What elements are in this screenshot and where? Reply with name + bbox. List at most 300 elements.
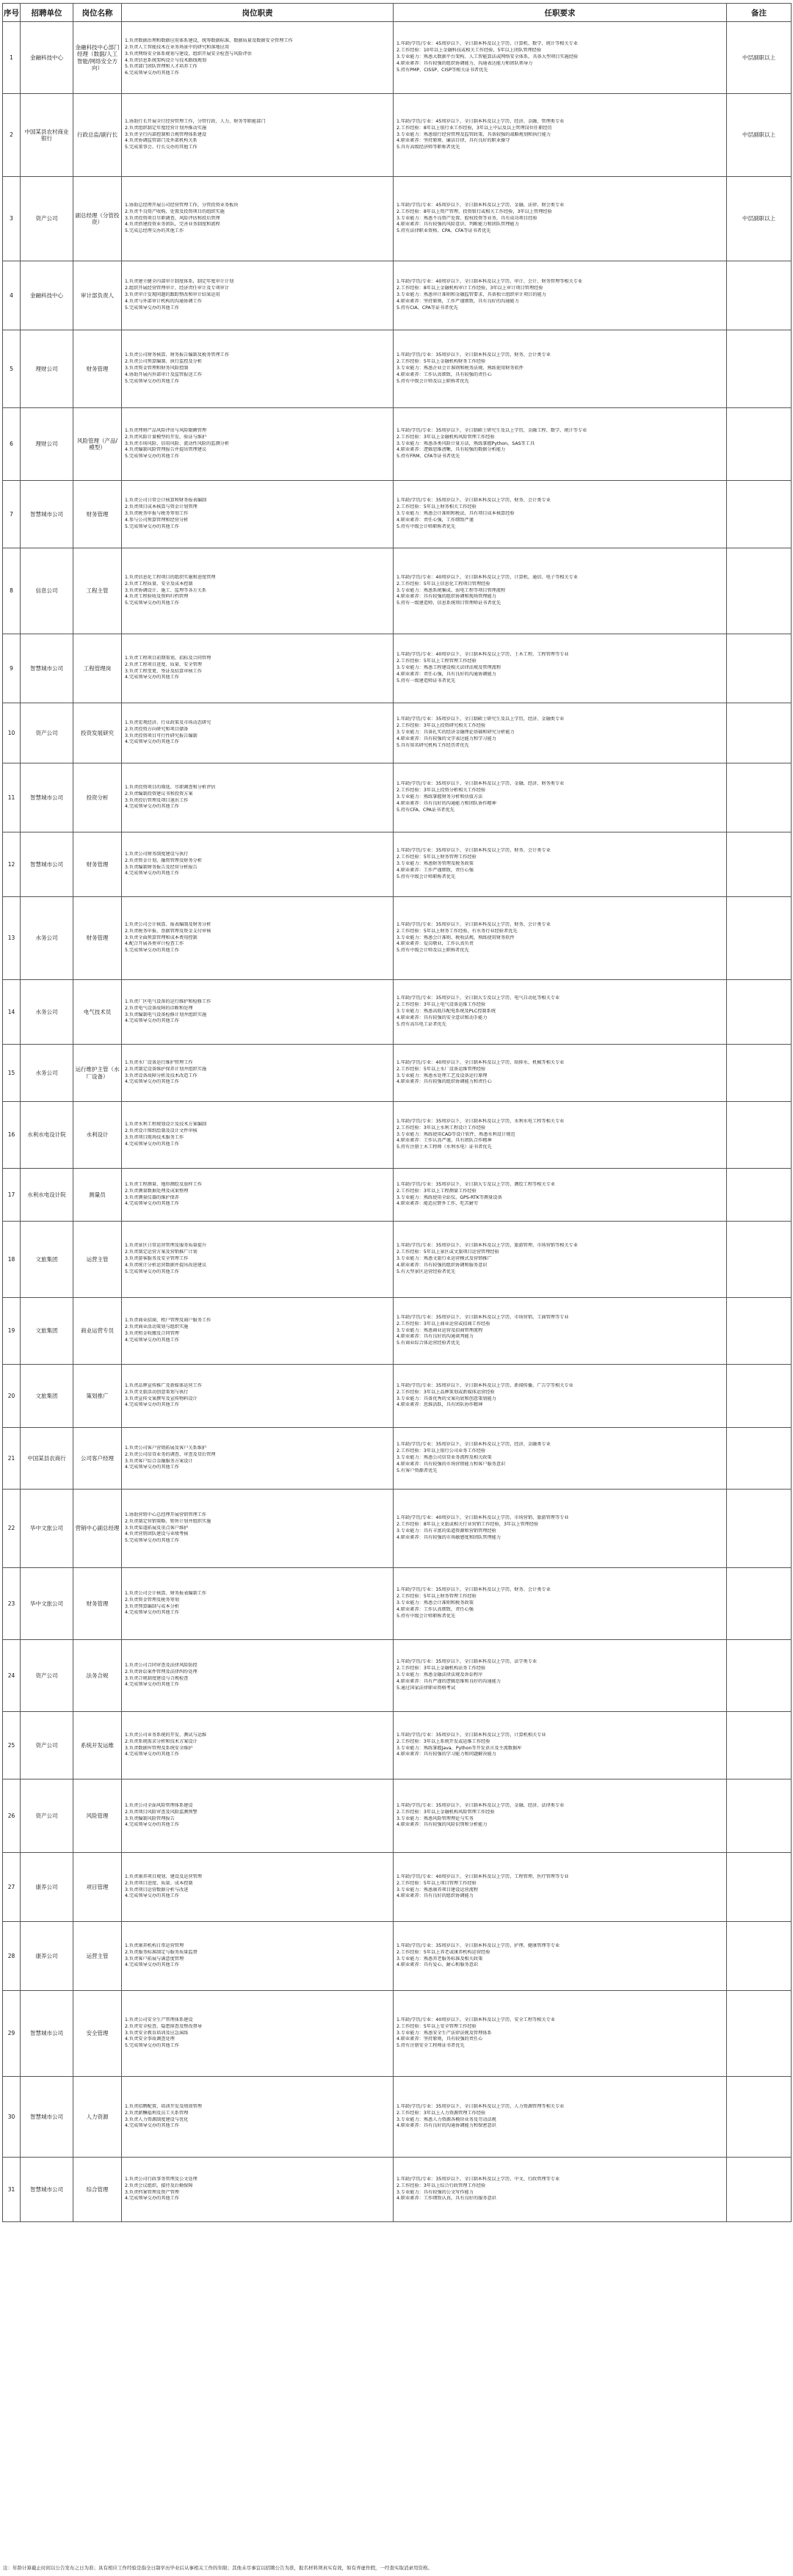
- duty-line: 2.负责工程项目进度、质量、安全管理: [125, 661, 202, 667]
- recruiting-unit: 华中文旅公司: [21, 1568, 73, 1640]
- requirements-cell: [394, 1169, 727, 1222]
- duty-line: 4.完成领导交办的其他工作: [125, 675, 179, 681]
- note-cell: [727, 1169, 792, 1222]
- requirement-line: 2.工作经验：3年以上综合行政管理工作经验: [396, 2183, 486, 2188]
- duty-line: 3.负责资金管理和财务风险控制: [125, 366, 189, 371]
- position-name: 系统开发运维: [73, 1712, 122, 1779]
- header-duties: 岗位职责: [122, 4, 394, 22]
- duty-line: 5.负责部门团队管理和人才培养工作: [125, 64, 198, 70]
- row-number: 24: [3, 1640, 21, 1712]
- recruiting-unit: 智慧城市公司: [21, 481, 73, 548]
- requirement-line: 3.专业能力：熟悉安全生产法律法规及管理体系: [396, 2030, 492, 2036]
- duties-cell: [122, 1640, 394, 1712]
- row-number: 2: [3, 94, 21, 177]
- recruiting-unit: 文旅集团: [21, 1222, 73, 1298]
- duties-cell: [122, 2077, 394, 2158]
- duty-line: 2.负责服务标准制定与服务质量监督: [125, 1949, 198, 1955]
- position-name: 策划推广: [73, 1365, 122, 1428]
- duty-line: 3.负责编制风险管理报告: [125, 1815, 175, 1821]
- duty-line: 3.负责网络安全体系规划与建设，组织开展安全检查与风险评估: [125, 51, 252, 57]
- requirement-line: 3.专业能力：熟练掌握财务分析和估值方法: [396, 794, 483, 799]
- requirement-line: 3.专业能力：熟悉康养项目建设运营流程: [396, 1887, 479, 1893]
- requirements-cell: [394, 763, 727, 832]
- requirement-line: 3.专业能力：熟悉企业会计准则和税务法规，熟练使用财务软件: [396, 366, 524, 371]
- table-row: [3, 703, 792, 763]
- requirement-line: 1.年龄/学历/专业：35周岁以下，全日制本科及以上学历，财务、会计类专业: [396, 921, 551, 927]
- table-row: [3, 1991, 792, 2077]
- position-name: 财务管理: [73, 330, 122, 408]
- requirement-line: 1.年龄/学历/专业：45周岁以下，全日制本科及以上学历，经济、金融、管理类专业: [396, 118, 565, 124]
- requirement-line: 2.工作经验：5年以上金融机构财务工作经验: [396, 359, 486, 365]
- requirements-cell: [394, 1640, 727, 1712]
- requirement-line: 5.有大型景区运营经验者优先: [396, 1269, 456, 1274]
- duty-line: 4.负责工程验收及资料归档管理: [125, 594, 189, 600]
- table-row: [3, 1045, 792, 1102]
- duties-cell: [122, 1365, 394, 1428]
- requirement-line: 3.专业能力：熟悉审计准则和金融监管要求，具备独立组织审计项目的能力: [396, 292, 546, 297]
- duty-line: 1.负责宏观经济、行业政策及市场动态研究: [125, 719, 211, 725]
- duty-line: 5.完成领导交办的其他工作: [125, 305, 179, 311]
- requirement-line: 4.职业素养：具有较强的组织协调能力和责任心: [396, 1079, 492, 1085]
- table-row: [3, 330, 792, 408]
- requirement-line: 2.工作经验：3年以上人力资源管理工作经验: [396, 2110, 486, 2116]
- duty-line: 2.负责安全检查、隐患排查及整改督导: [125, 2023, 202, 2029]
- duty-line: 4.完成领导交办的其他工作: [125, 1201, 179, 1207]
- header-requirements: 任职要求: [394, 4, 727, 22]
- duty-line: 1.负责公司日常会计核算和财务报表编制: [125, 498, 207, 504]
- duty-line: 4.参与公司预算管理和经营分析: [125, 517, 189, 523]
- recruiting-unit: 金融科技中心: [21, 22, 73, 94]
- position-name: 运营主管: [73, 1222, 122, 1298]
- duty-line: 2.负责公司信贷业务的调查、审查及贷后管理: [125, 1451, 216, 1457]
- row-number: 31: [3, 2158, 21, 2222]
- requirement-line: 5.有客户资源者优先: [396, 1467, 438, 1473]
- note-cell: [727, 1991, 792, 2077]
- requirement-line: 1.年龄/学历/专业：35周岁以下，全日制本科及以上学历，财务、会计类专业: [396, 848, 551, 854]
- position-name: 行政总监/副行长: [73, 94, 122, 177]
- requirements-cell: [394, 1490, 727, 1568]
- duties-cell: [122, 1102, 394, 1169]
- duty-line: 5.完成领导交办的其他工作: [125, 948, 179, 954]
- recruiting-unit: 智慧城市公司: [21, 832, 73, 897]
- note-cell: [727, 2077, 792, 2158]
- duty-line: 4.负责与外部审计机构的沟通协调工作: [125, 298, 202, 304]
- requirement-line: 2.工作经验：8年以上资产管理、投资银行或相关工作经验，3年以上管理经验: [396, 208, 552, 214]
- requirement-line: 2.工作经验：3年以上银行公司业务工作经验: [396, 1448, 486, 1454]
- recruiting-unit: 康养公司: [21, 1922, 73, 1991]
- duty-line: 1.负责信息化工程项目的组织实施和进度管理: [125, 574, 216, 580]
- duty-line: 2.负责诉讼案件管理及法律纠纷处理: [125, 1669, 198, 1675]
- requirement-line: 2.工作经验：8年以上文旅或相关行业营销工作经验，3年以上管理经验: [396, 1522, 539, 1528]
- duty-line: 2.负责测量数据处理及成果整理: [125, 1188, 189, 1194]
- table-row: [3, 2077, 792, 2158]
- duty-line: 4.完成领导交办的其他工作: [125, 1822, 179, 1828]
- requirement-line: 5.持有中级会计师职称者优先: [396, 1613, 456, 1619]
- requirements-cell: [394, 94, 727, 177]
- table-row: [3, 897, 792, 980]
- header-note: 备注: [727, 4, 792, 22]
- note-cell: [727, 1712, 792, 1779]
- duty-line: 3.负责人力资源制度建设与优化: [125, 2116, 189, 2122]
- recruiting-unit: 信息公司: [21, 548, 73, 634]
- duties-cell: [122, 1853, 394, 1922]
- recruiting-unit: 智慧城市公司: [21, 634, 73, 703]
- requirement-line: 5.持有一级建造师、信息系统项目管理师证书者优先: [396, 601, 501, 606]
- duties-cell: [122, 330, 394, 408]
- duty-line: 4.完成领导交办的其他工作: [125, 2196, 179, 2202]
- recruiting-unit: 资产公司: [21, 1640, 73, 1712]
- recruiting-unit: 资产公司: [21, 177, 73, 261]
- recruiting-unit: 水利水电设计院: [21, 1169, 73, 1222]
- recruiting-unit: 智慧城市公司: [21, 763, 73, 832]
- position-name: 财务管理: [73, 832, 122, 897]
- position-name: 运营主管: [73, 1922, 122, 1991]
- table-row: [3, 94, 792, 177]
- note-cell: [727, 1428, 792, 1490]
- duty-line: 3.负责投后管理及项目退出工作: [125, 797, 189, 803]
- duty-line: 1.负责公司会计核算、财务报表编制工作: [125, 1590, 207, 1596]
- requirement-line: 4.职业素养：工作认真严谨，具有团队合作精神: [396, 1138, 492, 1144]
- requirement-line: 2.工作经验：5年以上养老或康养机构运营经验: [396, 1949, 490, 1955]
- row-number: 20: [3, 1365, 21, 1428]
- table-row: [3, 481, 792, 548]
- requirement-line: 5.持有PMP、CISSP、CISP等相关证书者优先: [396, 67, 488, 73]
- duty-line: 3.负责租金收缴及合同管理: [125, 1331, 179, 1336]
- duties-cell: [122, 1298, 394, 1365]
- position-name: 投资分析: [73, 763, 122, 832]
- duty-line: 3.负责项目现场技术服务工作: [125, 1135, 184, 1140]
- requirement-line: 2.工作经验：3年以上金融机构风险管理工作经验: [396, 1809, 495, 1815]
- row-number: 14: [3, 980, 21, 1045]
- duties-cell: [122, 1922, 394, 1991]
- requirement-line: 3.专业能力：熟练掌握Java、Python等开发语言及主流数据库: [396, 1745, 522, 1751]
- duty-line: 1.负责工程测量、地形测绘及放样工作: [125, 1181, 202, 1187]
- duties-cell: [122, 2158, 394, 2222]
- duty-line: 2.负责项目成本核算与资金计划管理: [125, 504, 198, 510]
- requirement-line: 1.年龄/学历/专业：35周岁以下，全日制本科及以上学历，新闻传播、广告学等相关专业: [396, 1382, 573, 1388]
- note-cell: [727, 1779, 792, 1853]
- position-name: 综合管理: [73, 2158, 122, 2222]
- requirements-cell: [394, 1298, 727, 1365]
- requirement-line: 1.年龄/学历/专业：35周岁以下，全日制大专及以上学历，测绘工程等相关专业: [396, 1181, 555, 1187]
- recruiting-unit: 水务公司: [21, 980, 73, 1045]
- duty-line: 2.负责设计图纸绘制及设计文件审核: [125, 1128, 198, 1134]
- requirements-cell: [394, 634, 727, 703]
- requirement-line: 3.专业能力：熟悉不良资产处置、股权投资等业务，具有成功项目经验: [396, 215, 537, 221]
- duties-cell: [122, 703, 394, 763]
- duty-line: 1.负责工程项目前期策划、招标及合同管理: [125, 655, 211, 661]
- requirements-cell: [394, 832, 727, 897]
- requirement-line: 3.专业能力：熟悉银行经营管理及监管政策，具备较强的战略规划和执行能力: [396, 131, 551, 137]
- position-name: 财务管理: [73, 481, 122, 548]
- duty-line: 3.负责协调设计、施工、监理等各方关系: [125, 587, 207, 593]
- row-number: 29: [3, 1991, 21, 2077]
- requirement-line: 4.职业素养：责任心强，工作细致严谨: [396, 517, 474, 523]
- row-number: 23: [3, 1568, 21, 1640]
- requirements-cell: [394, 548, 727, 634]
- duty-line: 3.负责工程变更、签证及结算审核工作: [125, 668, 202, 674]
- duty-line: 5.完成领导交办的其他工作: [125, 601, 179, 606]
- recruiting-unit: 资产公司: [21, 703, 73, 763]
- requirement-line: 1.年龄/学历/专业：35周岁以下，全日制本科及以上学历，财务、会计类专业: [396, 498, 551, 504]
- row-number: 15: [3, 1045, 21, 1102]
- note-cell: 中层副职以上: [727, 22, 792, 94]
- requirement-line: 5.持有CFA、CPA证书者优先: [396, 807, 455, 813]
- duty-line: 1.负责招聘配置、培训开发及绩效管理: [125, 2103, 202, 2109]
- requirement-line: 2.工作经验：3年以上电气设备运维工作经验: [396, 1002, 486, 1008]
- requirement-line: 1.年龄/学历/专业：35周岁以下，全日制本科及以上学历，旅游管理、市场营销等相关专业: [396, 1243, 578, 1249]
- duty-line: 1.负责厂区电气设备的运行维护和检修工作: [125, 998, 211, 1004]
- duty-line: 4.完成领导交办的其他工作: [125, 1079, 179, 1085]
- requirement-line: 2.工作经验：5年以上项目管理工作经验: [396, 1880, 477, 1886]
- recruitment-table: [2, 3, 792, 2222]
- table-row: [3, 634, 792, 703]
- row-number: 12: [3, 832, 21, 897]
- duties-cell: [122, 548, 394, 634]
- duties-cell: [122, 1169, 394, 1222]
- requirements-cell: [394, 408, 727, 481]
- recruiting-unit: 金融科技中心: [21, 261, 73, 330]
- table-row: [3, 980, 792, 1045]
- duty-line: 1.负责公司安全生产管理体系建设: [125, 2017, 193, 2022]
- duties-cell: [122, 980, 394, 1045]
- duty-line: 1.负责投资项目的筛选、尽职调查和分析评估: [125, 784, 216, 790]
- requirement-line: 5.通过国家法律职业资格考试: [396, 1685, 456, 1691]
- recruiting-unit: 智慧城市公司: [21, 2077, 73, 2158]
- requirement-line: 1.年龄/学历/专业：35周岁以下，全日制本科及以上学历，经济、金融类专业: [396, 1442, 551, 1448]
- requirement-line: 4.职业素养：具有严谨的逻辑思维和良好的沟通能力: [396, 1678, 501, 1684]
- note-cell: [727, 897, 792, 980]
- requirement-line: 4.职业素养：工作认真细致，具有较强的责任心: [396, 371, 492, 377]
- requirement-line: 5.持有法律职业资格、CPA、CFA等证书者优先: [396, 228, 491, 234]
- requirement-line: 2.工作经验：3年以上金融机构风险管理工作经验: [396, 434, 495, 440]
- duty-line: 4.负责安全事故调查处理: [125, 2036, 175, 2042]
- duty-line: 1.负责康养项目规划、建设及运营管理: [125, 1873, 202, 1879]
- recruiting-unit: 中国某县农村商业银行: [21, 94, 73, 177]
- requirements-cell: [394, 22, 727, 94]
- note-cell: [727, 1102, 792, 1169]
- note-cell: [727, 703, 792, 763]
- requirement-line: 2.工作经验：3年以上品牌策划或新媒体运营经验: [396, 1389, 495, 1395]
- requirement-line: 5.持有一级建造师证书者优先: [396, 678, 456, 683]
- duties-cell: [122, 408, 394, 481]
- requirement-line: 4.职业素养：具有较强的学习能力和问题解决能力: [396, 1752, 496, 1757]
- requirement-line: 1.年龄/学历/专业：40周岁以下，全日制本科及以上学历，审计、会计、财务管理等相关专业: [396, 279, 583, 285]
- recruiting-unit: 康养公司: [21, 1853, 73, 1922]
- requirements-cell: [394, 1102, 727, 1169]
- duties-cell: [122, 22, 394, 94]
- duty-line: 3.负责税务申报与税务筹划工作: [125, 511, 189, 516]
- duty-line: 4.协助开展内外部审计及监管报送工作: [125, 371, 202, 377]
- requirements-cell: [394, 1922, 727, 1991]
- requirement-line: 4.职业素养：具有良好的沟通协调能力和保密意识: [396, 2123, 496, 2129]
- requirement-line: 3.专业能力：熟悉文旅行业运营模式及营销推广: [396, 1256, 492, 1261]
- duties-cell: [122, 832, 394, 897]
- table-row: [3, 1428, 792, 1490]
- requirement-line: 3.专业能力：熟悉水处理工艺及设备运行原理: [396, 1073, 488, 1078]
- requirement-line: 1.年龄/学历/专业：35周岁以下，全日制本科及以上学历，金融、经济、财务类专业: [396, 781, 565, 787]
- requirement-line: 2.工作经验：3年以上商业运营或招商工作经验: [396, 1321, 490, 1327]
- duties-cell: [122, 763, 394, 832]
- duty-line: 2.负责电气设备故障的诊断和处理: [125, 1005, 193, 1011]
- table-body: [3, 22, 792, 2222]
- duty-line: 1.负责景区日常运营管理及服务质量提升: [125, 1243, 207, 1249]
- duty-line: 4.完成领导交办的其他工作: [125, 2123, 179, 2129]
- requirement-line: 1.年龄/学历/专业：35周岁以下，全日制本科及以上学历，水利水电工程等相关专业: [396, 1118, 565, 1124]
- position-name: 副总经理（分管投资）: [73, 177, 122, 261]
- requirement-line: 3.专业能力：熟悉会计准则和税法，具有项目成本核算经验: [396, 511, 515, 516]
- position-name: 财务管理: [73, 897, 122, 980]
- header-no: 序号: [3, 4, 21, 22]
- duty-line: 4.完成领导交办的其他工作: [125, 804, 179, 810]
- requirement-line: 1.年龄/学历/专业：40周岁以下，全日制本科及以上学历，安全工程等相关专业: [396, 2017, 555, 2022]
- requirement-line: 4.职业素养：具有较强的文字表达能力和学习能力: [396, 736, 496, 741]
- position-name: 安全管理: [73, 1991, 122, 2077]
- duty-line: 1.负责数据治理和数据应用体系建设，统筹数据标准、数据质量及数据安全管理工作: [125, 37, 293, 43]
- duty-line: 2.负责税务申报、票据管理及资金支付审核: [125, 928, 211, 934]
- duty-line: 1.负责公司财务核算、财务报告编制及税务管理工作: [125, 352, 230, 358]
- row-number: 3: [3, 177, 21, 261]
- duty-line: 2.负责系统需求分析和技术方案设计: [125, 1738, 198, 1744]
- requirement-line: 4.职业素养：爱岗敬业，工作认真负责: [396, 941, 474, 947]
- duty-line: 1.负责品牌宣传推广及新媒体运营工作: [125, 1382, 202, 1388]
- duties-cell: [122, 1045, 394, 1102]
- requirement-line: 5.持有FRM、CFA等证书者优先: [396, 454, 460, 460]
- duty-line: 1.负责水利工程规划设计及技术方案编制: [125, 1122, 207, 1128]
- duty-line: 1.协助行长开展全行经营管理工作，分管行政、人力、财务等职能部门: [125, 118, 266, 124]
- duty-line: 1.负责建立健全内部审计制度体系，制定年度审计计划: [125, 279, 234, 285]
- duty-line: 4.完成领导交办的其他工作: [125, 1962, 179, 1968]
- duty-line: 2.负责项目风险审查及风险监测预警: [125, 1809, 198, 1815]
- requirement-line: 1.年龄/学历/专业：40周岁以下，全日制本科及以上学历，工程管理、医疗管理等专业: [396, 1873, 569, 1879]
- requirements-cell: [394, 1568, 727, 1640]
- requirement-line: 2.工作经验：3年以上水利工程设计工作经验: [396, 1125, 486, 1131]
- duty-line: 1.协助营销中心总经理开展营销管理工作: [125, 1512, 207, 1517]
- duty-line: 5.完成领导交办的其他工作: [125, 1538, 179, 1544]
- table-row: [3, 261, 792, 330]
- duty-line: 1.负责公司业务系统的开发、测试与运维: [125, 1732, 207, 1738]
- requirements-cell: [394, 330, 727, 408]
- duty-line: 3.负责全面预算管理和成本费用控制: [125, 935, 198, 940]
- requirement-line: 2.工作经验：3年以上系统开发或运维工作经验: [396, 1738, 490, 1744]
- requirement-line: 3.专业能力：熟悉工程建设相关法律法规及管理流程: [396, 665, 501, 670]
- duty-line: 2.负责薪酬福利及员工关系管理: [125, 2110, 189, 2116]
- requirement-line: 2.工作经验：3年以上金融机构法务工作经验: [396, 1666, 486, 1672]
- requirement-line: 3.专业能力：熟练使用全站仪、GPS-RTK等测量设备: [396, 1194, 502, 1200]
- duty-line: 2.负责工程质量、安全及成本控制: [125, 581, 193, 587]
- footnote: 注：年龄计算截止时间以公告发布之日为准；具有相应工作经验是指全日制学历毕业后从事相关工作的年限；其他未尽事宜以招聘公告为准，报名材料须真实有效，如有弄虚作假，一经查实取消录用资格。: [3, 2565, 432, 2571]
- duty-line: 3.负责宣传文案撰写及宣传物料设计: [125, 1396, 198, 1401]
- duty-line: 3.负责投资项目可行性研究报告编制: [125, 733, 198, 739]
- row-number: 7: [3, 481, 21, 548]
- requirements-cell: [394, 2158, 727, 2222]
- requirement-line: 1.年龄/学历/专业：35周岁以下，全日制本科及以上学历，计算机相关专业: [396, 1732, 546, 1738]
- table-row: [3, 177, 792, 261]
- position-name: 人力资源: [73, 2077, 122, 2158]
- table-row: [3, 1640, 792, 1712]
- duty-line: 3.负责投资项目尽职调查、风险评估和投后管理: [125, 215, 220, 221]
- duty-line: 2.负责会议组织、接待及后勤保障: [125, 2183, 193, 2188]
- duties-cell: [122, 481, 394, 548]
- duties-cell: [122, 1779, 394, 1853]
- duties-cell: [122, 94, 394, 177]
- note-cell: [727, 763, 792, 832]
- requirements-cell: [394, 980, 727, 1045]
- duty-line: 5.完成领导交办的其他工作: [125, 1269, 179, 1274]
- row-number: 5: [3, 330, 21, 408]
- duty-line: 2.负责制定营销策略、销售计划并组织实施: [125, 1518, 211, 1524]
- duty-line: 6.完成领导交办的其他工作: [125, 70, 179, 76]
- table-row: [3, 1102, 792, 1169]
- requirements-cell: [394, 177, 727, 261]
- duty-line: 1.负责理财产品风险评估与风险限额管理: [125, 427, 207, 433]
- requirement-line: 5.持有注册安全工程师证书者优先: [396, 2043, 465, 2049]
- recruiting-unit: 资产公司: [21, 1712, 73, 1779]
- row-number: 19: [3, 1298, 21, 1365]
- table-row: [3, 1298, 792, 1365]
- duty-line: 3.负责安全教育培训及应急演练: [125, 2030, 189, 2036]
- duty-line: 4.完成领导交办的其他工作: [125, 1682, 179, 1688]
- requirement-line: 3.专业能力：熟悉会计准则、税收法规，熟练使用财务软件: [396, 935, 515, 940]
- requirement-line: 4.职业素养：工作认真细致，责任心强: [396, 1606, 474, 1612]
- duties-cell: [122, 1428, 394, 1490]
- duty-line: 3.负责游客服务及安全管理工作: [125, 1256, 189, 1261]
- requirements-cell: [394, 1712, 727, 1779]
- requirement-line: 1.年龄/学历/专业：35周岁以下，全日制硕士研究生及以上学历，经济、金融类专业: [396, 716, 565, 722]
- duties-cell: [122, 634, 394, 703]
- requirement-line: 2.工作经验：10年以上金融科技或相关工作经验，5年以上团队管理经验: [396, 48, 542, 54]
- duty-line: 2.负责公司预算编制、执行监控及分析: [125, 359, 202, 365]
- table-row: [3, 1169, 792, 1222]
- position-name: 营销中心副总经理: [73, 1490, 122, 1568]
- note-cell: [727, 1045, 792, 1102]
- requirement-line: 5.持有CIA、CPA等证书者优先: [396, 305, 458, 311]
- row-number: 22: [3, 1490, 21, 1568]
- duty-line: 3.负责数据库管理及系统安全维护: [125, 1745, 193, 1751]
- header-position: 岗位名称: [73, 4, 122, 22]
- requirement-line: 4.职业素养：工作严谨细致，责任心强: [396, 867, 474, 873]
- requirement-line: 1.年龄/学历/专业：35周岁以下，全日制本科及以上学历，法学类专业: [396, 1659, 537, 1665]
- duty-line: 1.负责公司行政事务管理及公文处理: [125, 2176, 198, 2182]
- duty-line: 4.完成领导交办的其他工作: [125, 1018, 179, 1024]
- duty-line: 4.完成领导交办的其他工作: [125, 1893, 179, 1899]
- requirement-line: 3.专业能力：熟练使用CAD等设计软件，熟悉水利设计规范: [396, 1131, 515, 1137]
- requirements-cell: [394, 1045, 727, 1102]
- position-name: 公司客户经理: [73, 1428, 122, 1490]
- position-name: 电气技术员: [73, 980, 122, 1045]
- note-cell: [727, 1490, 792, 1568]
- recruiting-unit: 智慧城市公司: [21, 1991, 73, 2077]
- requirement-line: 1.年龄/学历/专业：35周岁以下，全日制本科及以上学历，金融、经济、法律类专业: [396, 1802, 565, 1808]
- duty-line: 4.完成领导交办的其他工作: [125, 1141, 179, 1147]
- table-row: [3, 1568, 792, 1640]
- position-name: 财务管理: [73, 1568, 122, 1640]
- requirement-line: 1.年龄/学历/专业：35周岁以下，全日制硕士研究生及以上学历，金融工程、数学、统计等专业: [396, 427, 587, 433]
- duty-line: 3.负责档案管理及资产管理: [125, 2189, 179, 2195]
- requirement-line: 5.持有注册土木工程师（水利水电）证书者优先: [396, 1144, 492, 1150]
- requirement-line: 2.工作经验：5年以上财务相关工作经验: [396, 504, 477, 510]
- requirement-line: 1.年龄/学历/专业：40周岁以下，全日制本科及以上学历，市场营销、旅游管理等专业: [396, 1515, 569, 1521]
- position-name: 测量员: [73, 1169, 122, 1222]
- requirement-line: 4.职业素养：具有较强的风险意识、判断能力和团队管理能力: [396, 222, 519, 228]
- recruiting-unit: 水务公司: [21, 1045, 73, 1102]
- table-row: [3, 548, 792, 634]
- requirement-line: 1.年龄/学历/专业：45周岁以下，全日制本科及以上学历，金融、法律、财会类专业: [396, 202, 565, 208]
- requirement-line: 1.年龄/学历/专业：45周岁以下，全日制本科及以上学历，计算机、数学、统计等相关专业: [396, 41, 578, 47]
- duty-line: 3.负责项目运营数据分析与改进: [125, 1887, 189, 1893]
- requirement-line: 3.专业能力：熟悉公司信贷业务流程及相关政策: [396, 1455, 492, 1460]
- duties-cell: [122, 261, 394, 330]
